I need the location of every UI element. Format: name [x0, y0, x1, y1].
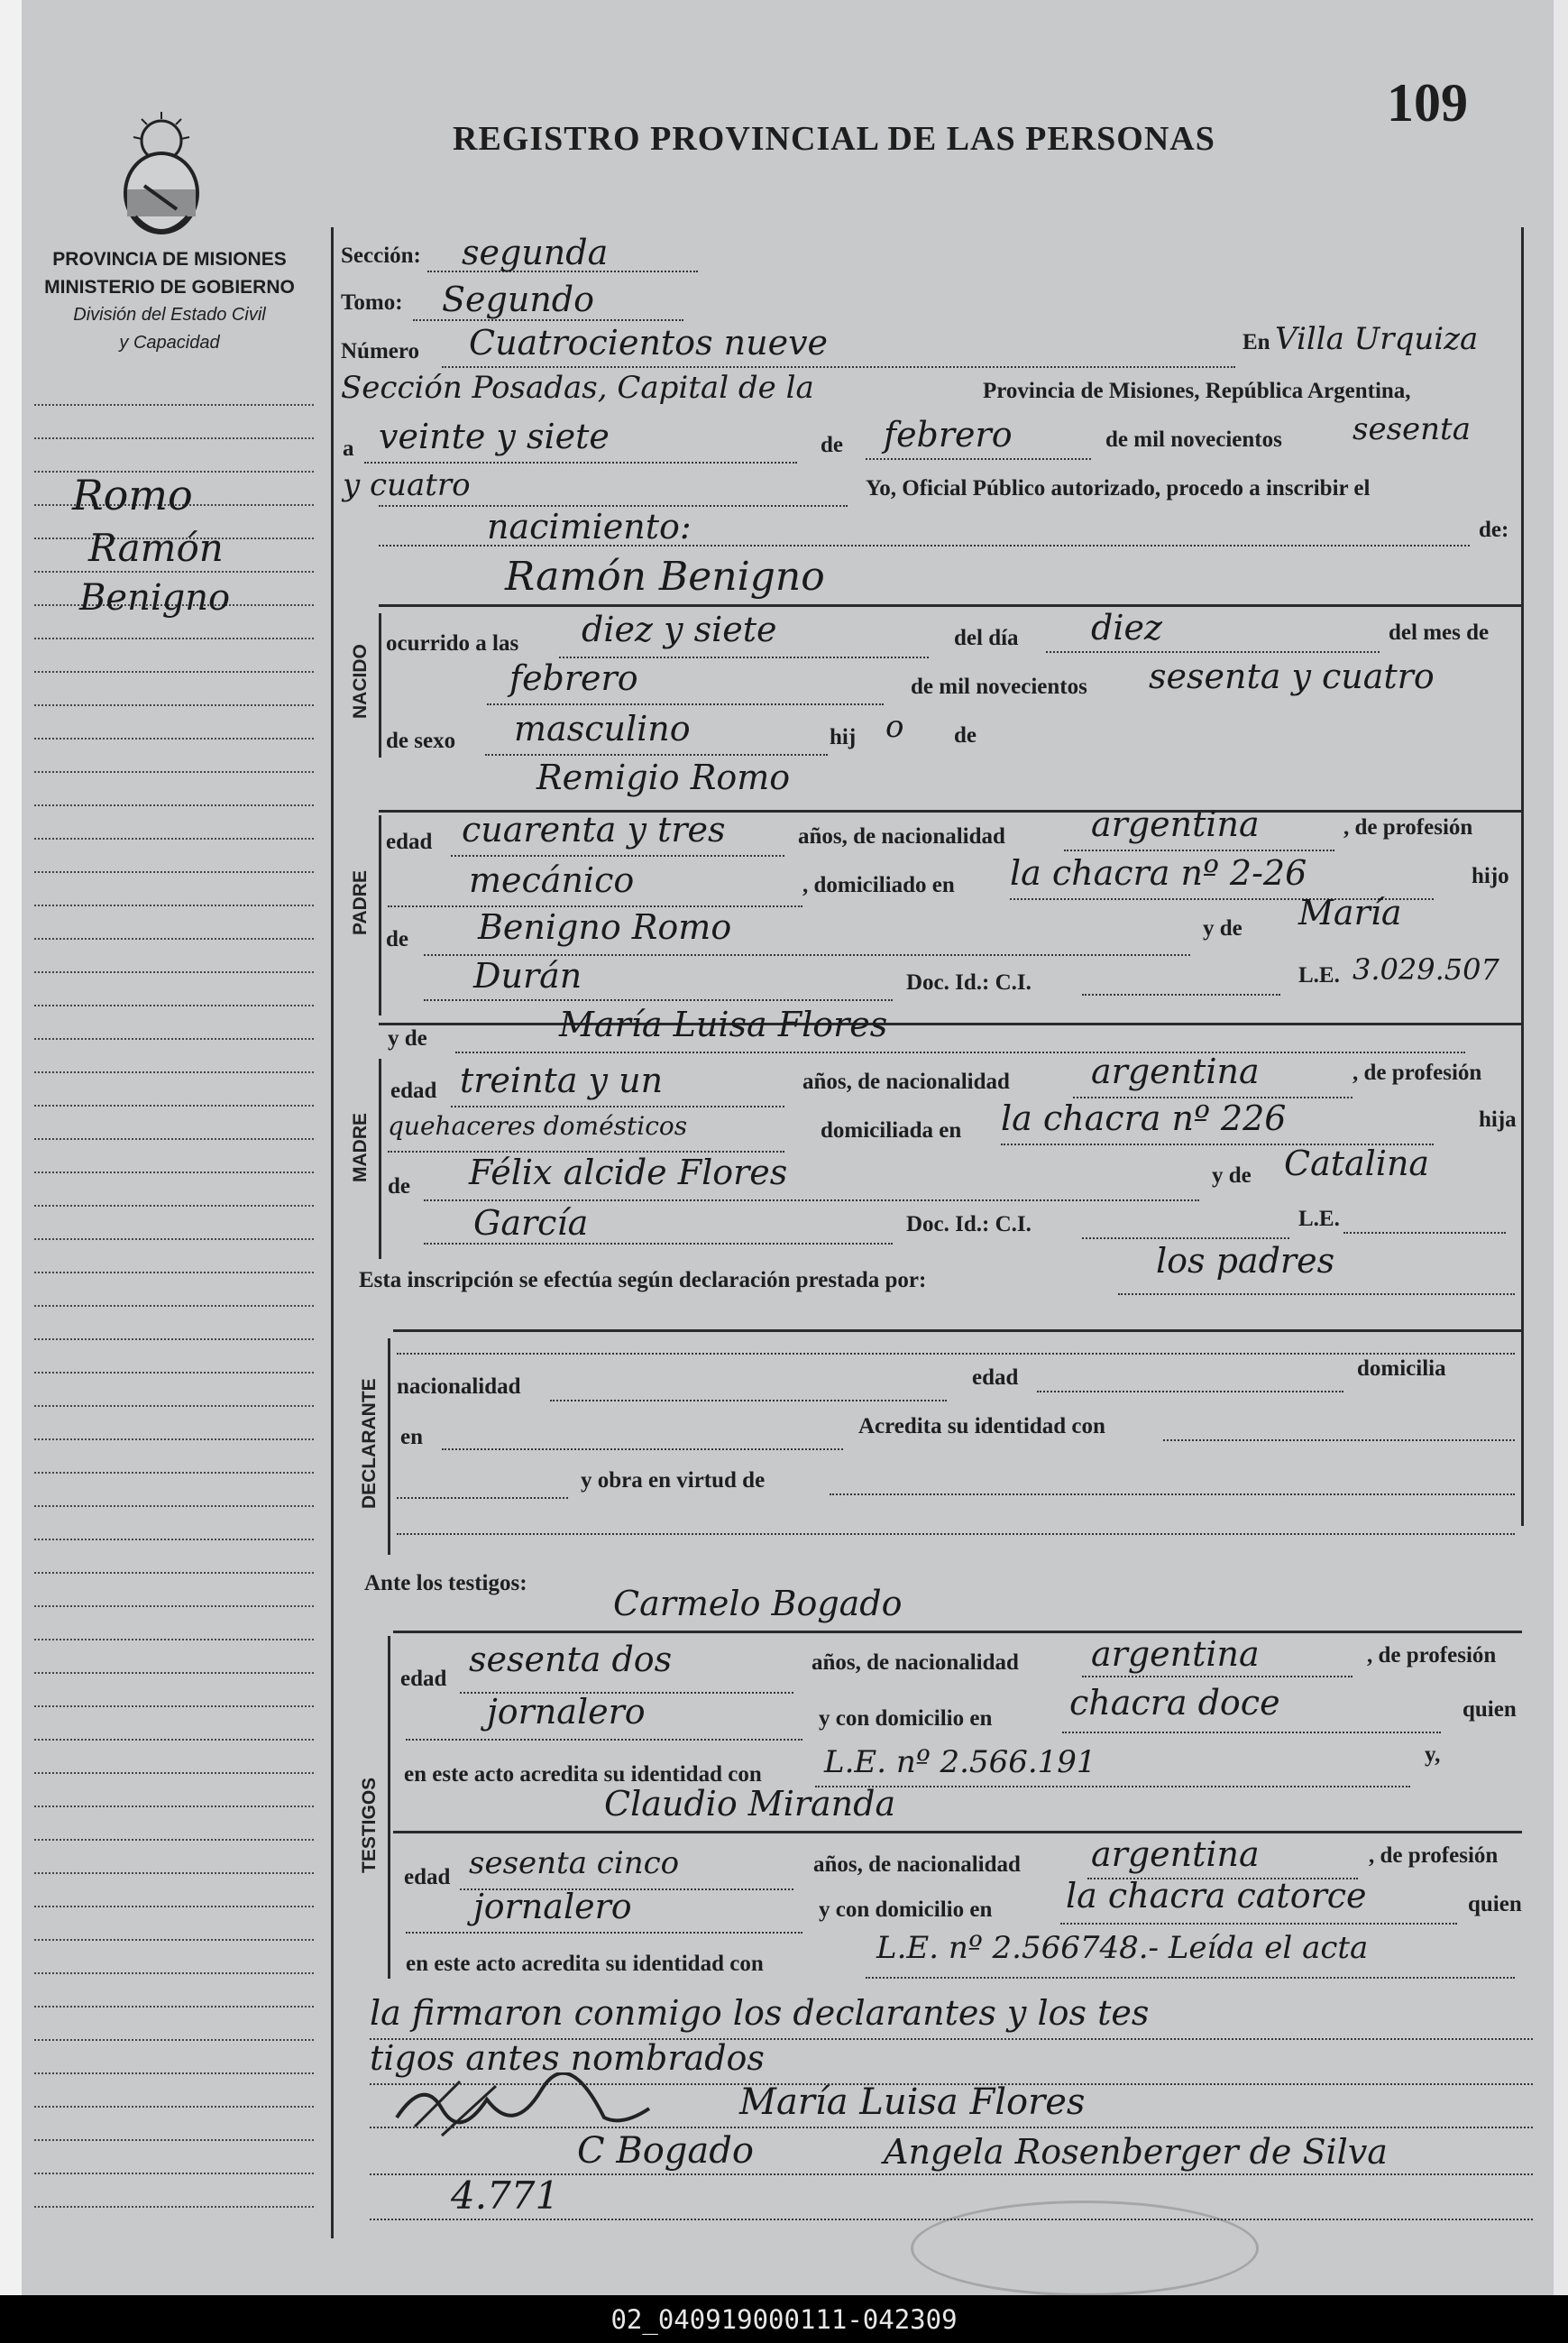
padre-nac-value: argentina	[1091, 804, 1260, 844]
left-margin-rule	[331, 227, 334, 2238]
t2-quien-label: quien	[1468, 1892, 1522, 1916]
padre-edad-value: cuarenta y tres	[462, 810, 726, 850]
padre-nac-label: años, de nacionalidad	[798, 824, 1005, 849]
margin-rule	[34, 1305, 314, 1307]
t2-prof-line	[406, 1932, 802, 1934]
de-label-2: de	[954, 723, 977, 748]
seccion-value: segunda	[462, 233, 609, 272]
margin-rule	[34, 1572, 314, 1574]
abuelo-p-value: Benigno Romo	[478, 907, 732, 947]
lugar-value: Villa Urquiza	[1275, 321, 1479, 357]
mil-novecientos-label-2: de mil novecientos	[911, 675, 1087, 699]
signature-line-2	[370, 2173, 1533, 2175]
declarado-value: los padres	[1156, 1241, 1335, 1281]
nacido-side-label: NACIDO	[350, 644, 371, 719]
t1-edad-value: sesenta dos	[469, 1640, 673, 1679]
sexo-line	[485, 754, 828, 756]
madre-nombre-line	[455, 1052, 1465, 1053]
testigo1-name: Carmelo Bogado	[613, 1584, 903, 1623]
margin-rule	[34, 1238, 314, 1240]
padre-prof-label: , de profesión	[1343, 815, 1473, 840]
t2-dom-line	[1060, 1923, 1457, 1925]
mes-line	[866, 458, 1091, 460]
obra-line-2	[397, 1533, 1515, 1535]
margin-rule	[34, 437, 314, 439]
margin-rule	[34, 738, 314, 740]
t1-nac-label: años, de nacionalidad	[812, 1650, 1019, 1675]
abuelo-m-value: Félix alcide Flores	[469, 1153, 788, 1192]
numero-value: Cuatrocientos nueve	[469, 323, 829, 363]
inscripcion-text: Esta inscripción se efectúa según declaración prestada por:	[359, 1268, 927, 1292]
acto-value: nacimiento:	[487, 507, 692, 547]
sexo-label: de sexo	[386, 729, 456, 753]
abuela-p-yde-label: y de	[1203, 916, 1242, 941]
en-label: En	[1242, 330, 1270, 354]
t1-nac-value: argentina	[1091, 1634, 1260, 1674]
t1-quien-label: quien	[1463, 1697, 1517, 1722]
yo-oficial-text: Yo, Oficial Público autorizado, procedo a inscribir el	[866, 476, 1371, 501]
margin-rule	[34, 1539, 314, 1540]
declarado-line	[1118, 1293, 1515, 1295]
hora-value: diez y siete	[582, 610, 777, 649]
inscripto-rule	[379, 604, 1522, 607]
padre-nombre: Remigio Romo	[536, 758, 791, 797]
mes-nac-line	[487, 703, 884, 705]
margin-rule	[34, 1005, 314, 1006]
province-name: PROVINCIA DE MISIONES	[52, 249, 287, 270]
obra-line	[830, 1493, 1515, 1495]
margin-rule	[34, 2206, 314, 2208]
division-name-2: y Capacidad	[119, 333, 220, 353]
madre-le-line	[1343, 1232, 1506, 1234]
del-mes-label: del mes de	[1389, 620, 1490, 645]
margin-rule	[34, 1438, 314, 1440]
padre-dom-label: , domiciliado en	[802, 873, 955, 897]
declarante-side-label: DECLARANTE	[359, 1378, 380, 1509]
numero-line	[442, 366, 1235, 368]
t1-prof-line	[406, 1739, 802, 1741]
tomo-line	[413, 319, 683, 321]
abuela-p2-line	[424, 999, 893, 1001]
t1-prof-label: , de profesión	[1367, 1643, 1497, 1668]
madre-prof-value: quehaceres domésticos	[388, 1111, 688, 1141]
padre-doc-label: Doc. Id.: C.I.	[906, 970, 1032, 995]
mes-value: febrero	[884, 415, 1013, 455]
margin-rule	[34, 1772, 314, 1774]
margin-rule	[34, 404, 314, 406]
acredita-label: Acredita su identidad con	[858, 1414, 1105, 1438]
margin-rule	[34, 2173, 314, 2174]
folio-number: 109	[1387, 73, 1468, 133]
anio-value: sesenta	[1353, 411, 1471, 447]
madre-le-label: L.E.	[1298, 1207, 1340, 1231]
margin-rule	[34, 2072, 314, 2074]
abuela-m-value-2: García	[473, 1203, 589, 1243]
provincia-text: Provincia de Misiones, República Argentina,	[983, 379, 1411, 403]
margin-rule	[34, 1472, 314, 1474]
nacionalidad-label: nacionalidad	[397, 1374, 521, 1399]
padre-dom-value: la chacra nº 2-26	[1010, 853, 1307, 893]
padre-le-value: 3.029.507	[1353, 952, 1499, 987]
margin-rule	[34, 671, 314, 673]
t1-dom-line	[1062, 1732, 1441, 1733]
t2-doc-line	[866, 1977, 1515, 1979]
edge-strip	[1554, 0, 1568, 2295]
de-label: de	[821, 433, 843, 457]
margin-second-name: Benigno	[79, 577, 231, 619]
edad-decl-line	[1037, 1391, 1343, 1392]
nacido-bracket	[379, 613, 381, 758]
testigo1-rule	[393, 1631, 1522, 1633]
dia-nac-value: diez	[1091, 608, 1162, 648]
hijo-suffix: o	[885, 709, 904, 745]
testigo2-name: Claudio Miranda	[604, 1784, 896, 1824]
hija-label: hija	[1479, 1107, 1517, 1132]
padre-side-label: PADRE	[350, 870, 371, 935]
madre-doc-line	[1082, 1237, 1289, 1239]
madre-nac-label: años, de nacionalidad	[802, 1070, 1010, 1094]
hij-label: hij	[830, 725, 857, 749]
en-decl-line	[442, 1448, 843, 1450]
signature-angela: Angela Rosenberger de Silva	[884, 2132, 1388, 2172]
declarante-top-rule	[393, 1329, 1522, 1332]
mil-novecientos-label: de mil novecientos	[1105, 427, 1282, 452]
madre-dom-value: la chacra nº 226	[1001, 1098, 1287, 1138]
abuela-m-yde-label: y de	[1212, 1163, 1252, 1188]
dia-nac-line	[1046, 651, 1380, 653]
tomo-label: Tomo:	[341, 290, 403, 315]
abuela-m-value: Catalina	[1284, 1144, 1430, 1183]
madre-doc-label: Doc. Id.: C.I.	[906, 1212, 1032, 1236]
madre-edad-line	[451, 1106, 784, 1107]
page-title: REGISTRO PROVINCIAL DE LAS PERSONAS	[453, 120, 1215, 158]
margin-rule	[34, 804, 314, 806]
domicilia-label: domicilia	[1357, 1356, 1446, 1381]
acredita-line	[1163, 1439, 1515, 1441]
margin-rule	[34, 1705, 314, 1707]
t1-dom-label: y con domicilio en	[819, 1706, 993, 1731]
signature-maria-luisa: María Luisa Flores	[739, 2081, 1086, 2123]
margin-rule	[34, 1972, 314, 1974]
madre-nombre: María Luisa Flores	[559, 1005, 888, 1044]
madre-prof-label: , de profesión	[1353, 1061, 1482, 1085]
margin-rule	[34, 1872, 314, 1874]
padre-edad-line	[451, 855, 784, 857]
margin-rule	[34, 871, 314, 873]
dia-value: veinte y siete	[379, 417, 610, 456]
ante-testigos-label: Ante los testigos:	[364, 1571, 527, 1595]
margin-rule	[34, 1939, 314, 1941]
margin-rule	[34, 2039, 314, 2041]
hijo-label: hijo	[1472, 864, 1509, 888]
coat-of-arms-icon	[117, 110, 206, 236]
margin-rule	[34, 1038, 314, 1040]
padre-bracket	[379, 815, 381, 1015]
de-colon-label: de:	[1479, 518, 1509, 542]
testigos-bracket	[388, 1636, 390, 1979]
madre-bracket	[379, 1059, 381, 1259]
margin-rule	[34, 1672, 314, 1674]
abuelo-p-de-label: de	[386, 927, 408, 951]
margin-rule	[34, 1372, 314, 1374]
t2-doc-value: L.E. nº 2.566748.- Leída el acta	[876, 1930, 1369, 1966]
signature-line-1	[370, 2127, 1533, 2128]
margin-rule	[34, 938, 314, 940]
madre-dom-label: domiciliada en	[821, 1118, 962, 1143]
obra-pre-line	[397, 1497, 568, 1499]
t2-dom-label: y con domicilio en	[819, 1897, 993, 1922]
image-id-footer: 02_040919000111-042309	[0, 2295, 1568, 2343]
en-decl-label: en	[400, 1425, 423, 1449]
margin-rule	[34, 1405, 314, 1407]
madre-edad-value: treinta y un	[460, 1061, 664, 1100]
signature-bogado: C Bogado	[577, 2130, 754, 2172]
mes-nac-value: febrero	[509, 658, 638, 698]
margin-rule	[34, 1839, 314, 1841]
abuelo-m-line	[424, 1199, 1199, 1201]
numero-label: Número	[341, 339, 420, 363]
sexo-value: masculino	[514, 709, 691, 749]
margin-rule	[34, 638, 314, 639]
abuela-p-value: María	[1298, 893, 1402, 933]
margin-rule	[34, 838, 314, 840]
margin-rule	[34, 1105, 314, 1107]
t2-dom-value: la chacra catorce	[1066, 1876, 1367, 1916]
del-dia-label: del día	[954, 626, 1019, 650]
nacionalidad-line	[550, 1400, 947, 1401]
t1-prof-value: jornalero	[487, 1692, 646, 1732]
padre-prof-value: mecánico	[469, 860, 635, 900]
margin-rule	[34, 1639, 314, 1640]
margin-first-name: Ramón	[88, 526, 224, 570]
margin-rule	[34, 1071, 314, 1073]
t1-doc-line	[815, 1786, 1410, 1787]
t2-edad-label: edad	[404, 1865, 451, 1889]
t2-prof-label: , de profesión	[1369, 1843, 1499, 1868]
margin-rule	[34, 1805, 314, 1807]
padre-doc-line	[1082, 994, 1280, 996]
division-name: División del Estado Civil	[73, 305, 266, 325]
abuela-p-value-2: Durán	[473, 956, 582, 996]
madre-side-label: MADRE	[350, 1113, 371, 1182]
madre-edad-label: edad	[390, 1079, 437, 1103]
a-label: a	[343, 436, 354, 461]
margin-rule	[34, 1172, 314, 1173]
anio-value-2: y cuatro	[343, 467, 471, 503]
t1-dom-value: chacra doce	[1069, 1683, 1280, 1723]
margin-rule	[34, 1205, 314, 1207]
madre-yde-label: y de	[388, 1026, 427, 1051]
t2-edad-value: sesenta cinco	[469, 1845, 680, 1881]
ministry-name: MINISTERIO DE GOBIERNO	[44, 277, 295, 298]
madre-top-rule	[379, 1023, 1522, 1025]
t2-nac-value: argentina	[1091, 1834, 1260, 1874]
dia-line	[364, 462, 797, 464]
margin-rule	[34, 571, 314, 573]
faded-stamp	[911, 2201, 1259, 2295]
padre-nac-line	[1064, 850, 1334, 851]
margin-rule	[34, 2106, 314, 2108]
edad-decl-label: edad	[972, 1365, 1019, 1390]
tomo-value: Segundo	[442, 280, 594, 319]
margin-rule	[34, 2139, 314, 2141]
anio-nac-value: sesenta y cuatro	[1149, 657, 1435, 696]
margin-rule	[34, 1906, 314, 1907]
margin-rule	[34, 704, 314, 706]
madre-nac-value: argentina	[1091, 1052, 1260, 1091]
t2-nac-label: años, de nacionalidad	[813, 1852, 1021, 1877]
y-coma-label: y,	[1425, 1742, 1441, 1767]
declarante-name-line	[397, 1353, 1515, 1355]
padre-edad-label: edad	[386, 830, 433, 854]
abuelo-m-de-label: de	[388, 1174, 410, 1199]
t1-edad-label: edad	[400, 1667, 447, 1691]
signature-number: 4.771	[451, 2173, 560, 2218]
seccion-label: Sección:	[341, 243, 421, 268]
margin-surname: Romo	[72, 471, 193, 519]
t2-acredita-label: en este acto acredita su identidad con	[406, 1952, 764, 1976]
obra-label: y obra en virtud de	[581, 1468, 766, 1493]
margin-rule	[34, 1272, 314, 1273]
declarante-bracket	[388, 1338, 390, 1555]
t1-nac-line	[1082, 1676, 1353, 1677]
margin-rule	[34, 1739, 314, 1741]
t1-acredita-label: en este acto acredita su identidad con	[404, 1762, 762, 1787]
margin-rule	[34, 2006, 314, 2008]
binding-strip	[0, 0, 22, 2295]
t1-doc-value: L.E. nº 2.566.191	[824, 1744, 1096, 1780]
margin-rule	[34, 1138, 314, 1140]
ocurrido-label: ocurrido a las	[386, 631, 519, 656]
testigos-side-label: TESTIGOS	[359, 1777, 380, 1873]
ministry-header	[25, 245, 314, 357]
margin-rule	[34, 971, 314, 973]
abuela-m2-line	[424, 1243, 893, 1245]
closing-text-1: la firmaron conmigo los declarantes y los tes	[370, 1993, 1150, 2033]
inscripto-name: Ramón Benigno	[505, 554, 825, 600]
t2-prof-value: jornalero	[473, 1887, 632, 1926]
padre-le-label: L.E.	[1298, 963, 1340, 988]
testigo2-rule	[393, 1831, 1522, 1833]
margin-rule	[34, 1338, 314, 1340]
margin-rule	[34, 1505, 314, 1507]
lugar-value-2: Sección Posadas, Capital de la	[341, 370, 814, 406]
margin-rule	[34, 905, 314, 906]
margin-rule	[34, 771, 314, 773]
margin-rule	[34, 1605, 314, 1607]
closing-text-2: tigos antes nombrados	[370, 2038, 765, 2078]
